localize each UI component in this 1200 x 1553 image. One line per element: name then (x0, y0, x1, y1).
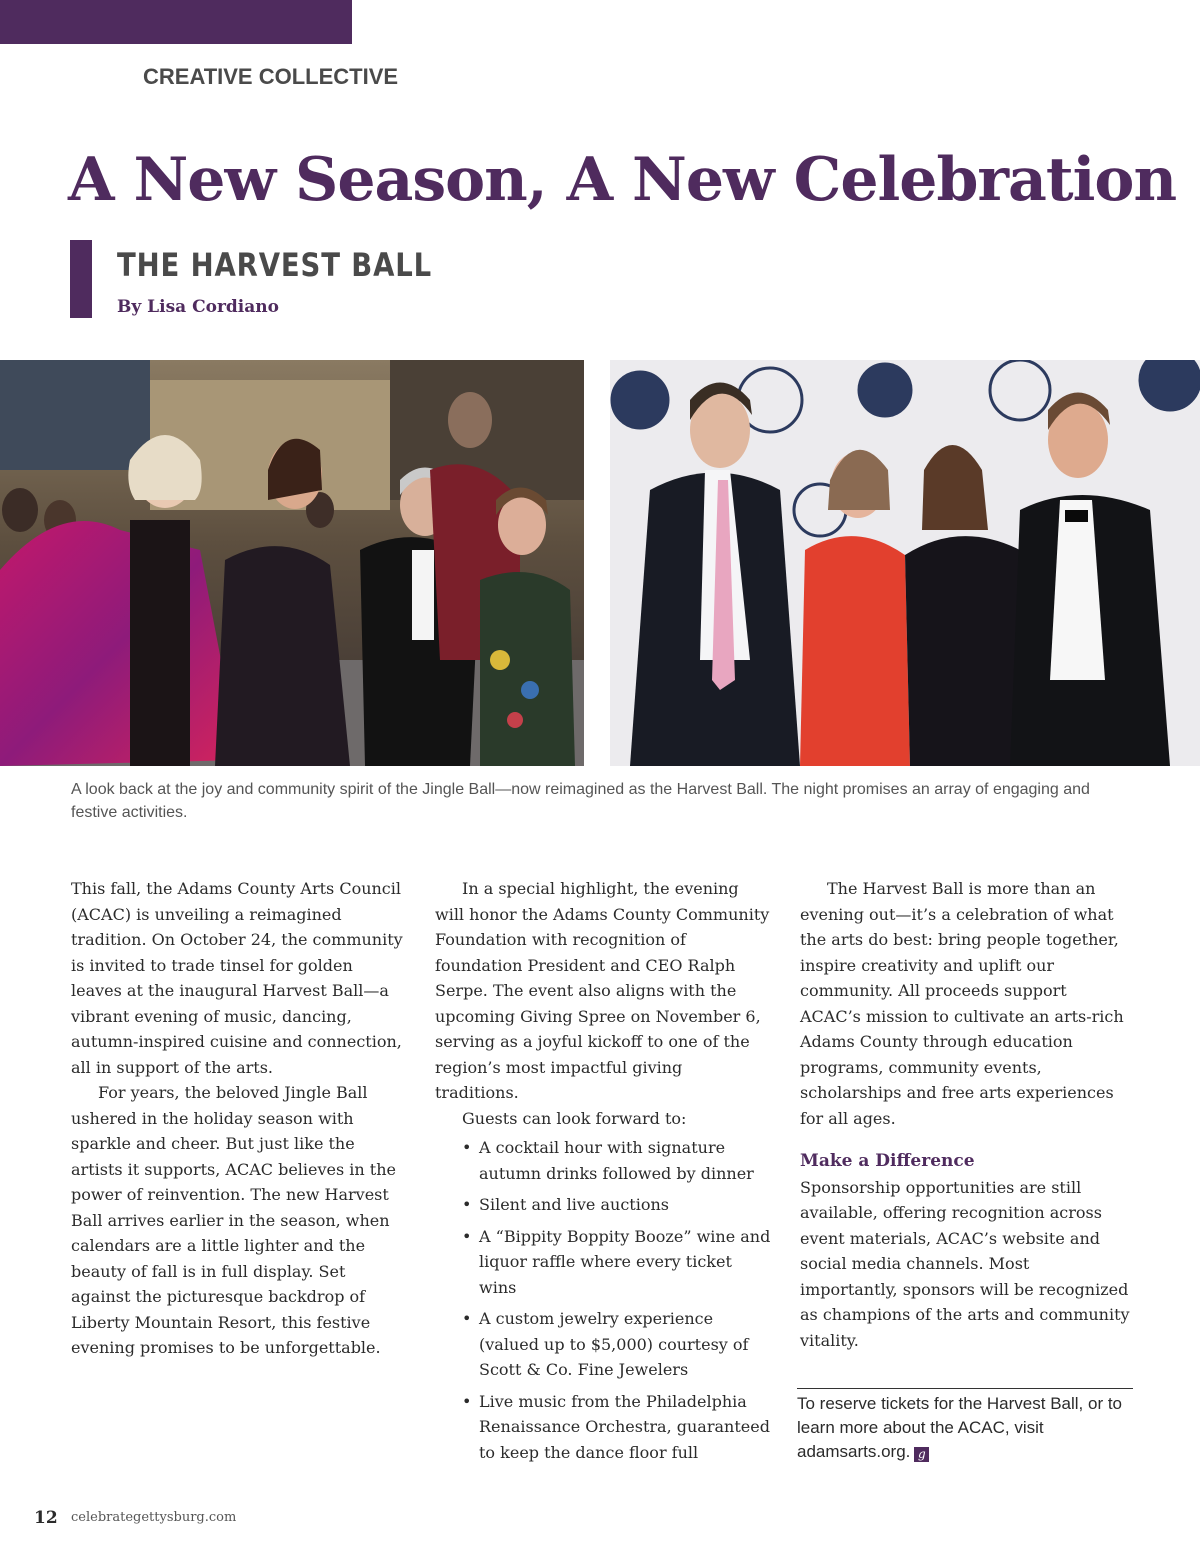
call-to-action (797, 1392, 1137, 1464)
paragraph: This fall, the Adams County Arts Council (ACAC) is unveiling a reimagined tradition. On October 24, the community is invited to trade tinsel for golden leaves at the inaugural Harvest Ball—a vibrant evening of music, dancing, autumn-inspired cuisine and connection, all in support of the arts. (71, 879, 403, 1077)
list-item: • Live music from the Philadelphia Renaissance Orchestra, guaranteed to keep the dance floor full (435, 1389, 771, 1466)
article-subhead: THE HARVEST BALL (117, 246, 433, 284)
paragraph: For years, the beloved Jingle Ball ushered in the holiday season with sparkle and cheer. But just like the artists it supports, ACAC believes in the power of reinvention. The new Harvest Ball arrives earlier in the season, when calendars are a little lighter and the beauty of fall is in full display. Set against the picturesque backdrop of Liberty Mountain Resort, this festive evening promises to be unforgettable. (71, 1083, 397, 1357)
column-2 (435, 876, 771, 1471)
bullet-icon: • (462, 1226, 472, 1246)
end-mark-icon: g (914, 1447, 929, 1462)
bullet-icon: • (462, 1391, 472, 1411)
subhead-accent-bar (70, 240, 92, 318)
photo-group-portrait (610, 360, 1200, 766)
cta-text: To reserve tickets for the Harvest Ball, or to learn more about the ACAC, visit adamsarts.org. (797, 1394, 1123, 1461)
byline: By Lisa Cordiano (117, 297, 279, 317)
paragraph: In a special highlight, the evening will honor the Adams County Community Foundation with recognition of foundation President and CEO Ralph Serpe. The event also aligns with the upcoming Giving Spree on November 6, serving as a joyful kickoff to one of the region’s most impactful giving traditions. (435, 879, 770, 1102)
article-headline: A New Season, A New Celebration (68, 145, 1177, 215)
divider (797, 1388, 1133, 1389)
paragraph: Guests can look forward to: (462, 1108, 687, 1128)
page-number: 12 (34, 1508, 58, 1528)
top-accent-bar (0, 0, 352, 44)
activity-list (435, 1135, 771, 1465)
photo-dancing-guests (0, 360, 584, 766)
footer-site[interactable]: celebrategettysburg.com (71, 1510, 237, 1525)
column-3 (800, 876, 1130, 1353)
bullet-icon: • (462, 1309, 472, 1328)
list-item: • A custom jewelry experience (valued up to $5,000) courtesy of Scott & Co. Fine Jewelers (435, 1306, 771, 1383)
list-item: • A cocktail hour with signature autumn drinks followed by dinner (435, 1135, 771, 1186)
paragraph: The Harvest Ball is more than an evening out—it’s a celebration of what the arts do best: bring people together, inspire creativity and uplift our community. All proceeds support ACAC’s mission to cultivate an arts-rich Adams County through education programs, community events, scholarships and free arts experiences for all ages. (800, 879, 1124, 1128)
bullet-icon: • (462, 1138, 472, 1157)
section-subhead: Make a Difference (800, 1151, 975, 1171)
bullet-icon: • (462, 1195, 472, 1214)
paragraph: Sponsorship opportunities are still available, offering recognition across event materials, ACAC’s website and social media channels. Most importantly, sponsors will be recognized as champions of the arts and community vitality. (800, 1177, 1130, 1350)
list-item: • A “Bippity Boppity Booze” wine and liquor raffle where every ticket wins (435, 1224, 771, 1301)
column-1 (71, 876, 407, 1361)
section-label: CREATIVE COLLECTIVE (143, 64, 399, 89)
photo-caption: A look back at the joy and community spirit of the Jingle Ball—now reimagined as the Harvest Ball. The night promises an array of engaging and festive activities. (71, 781, 1090, 821)
list-item: • Silent and live auctions (435, 1192, 771, 1218)
